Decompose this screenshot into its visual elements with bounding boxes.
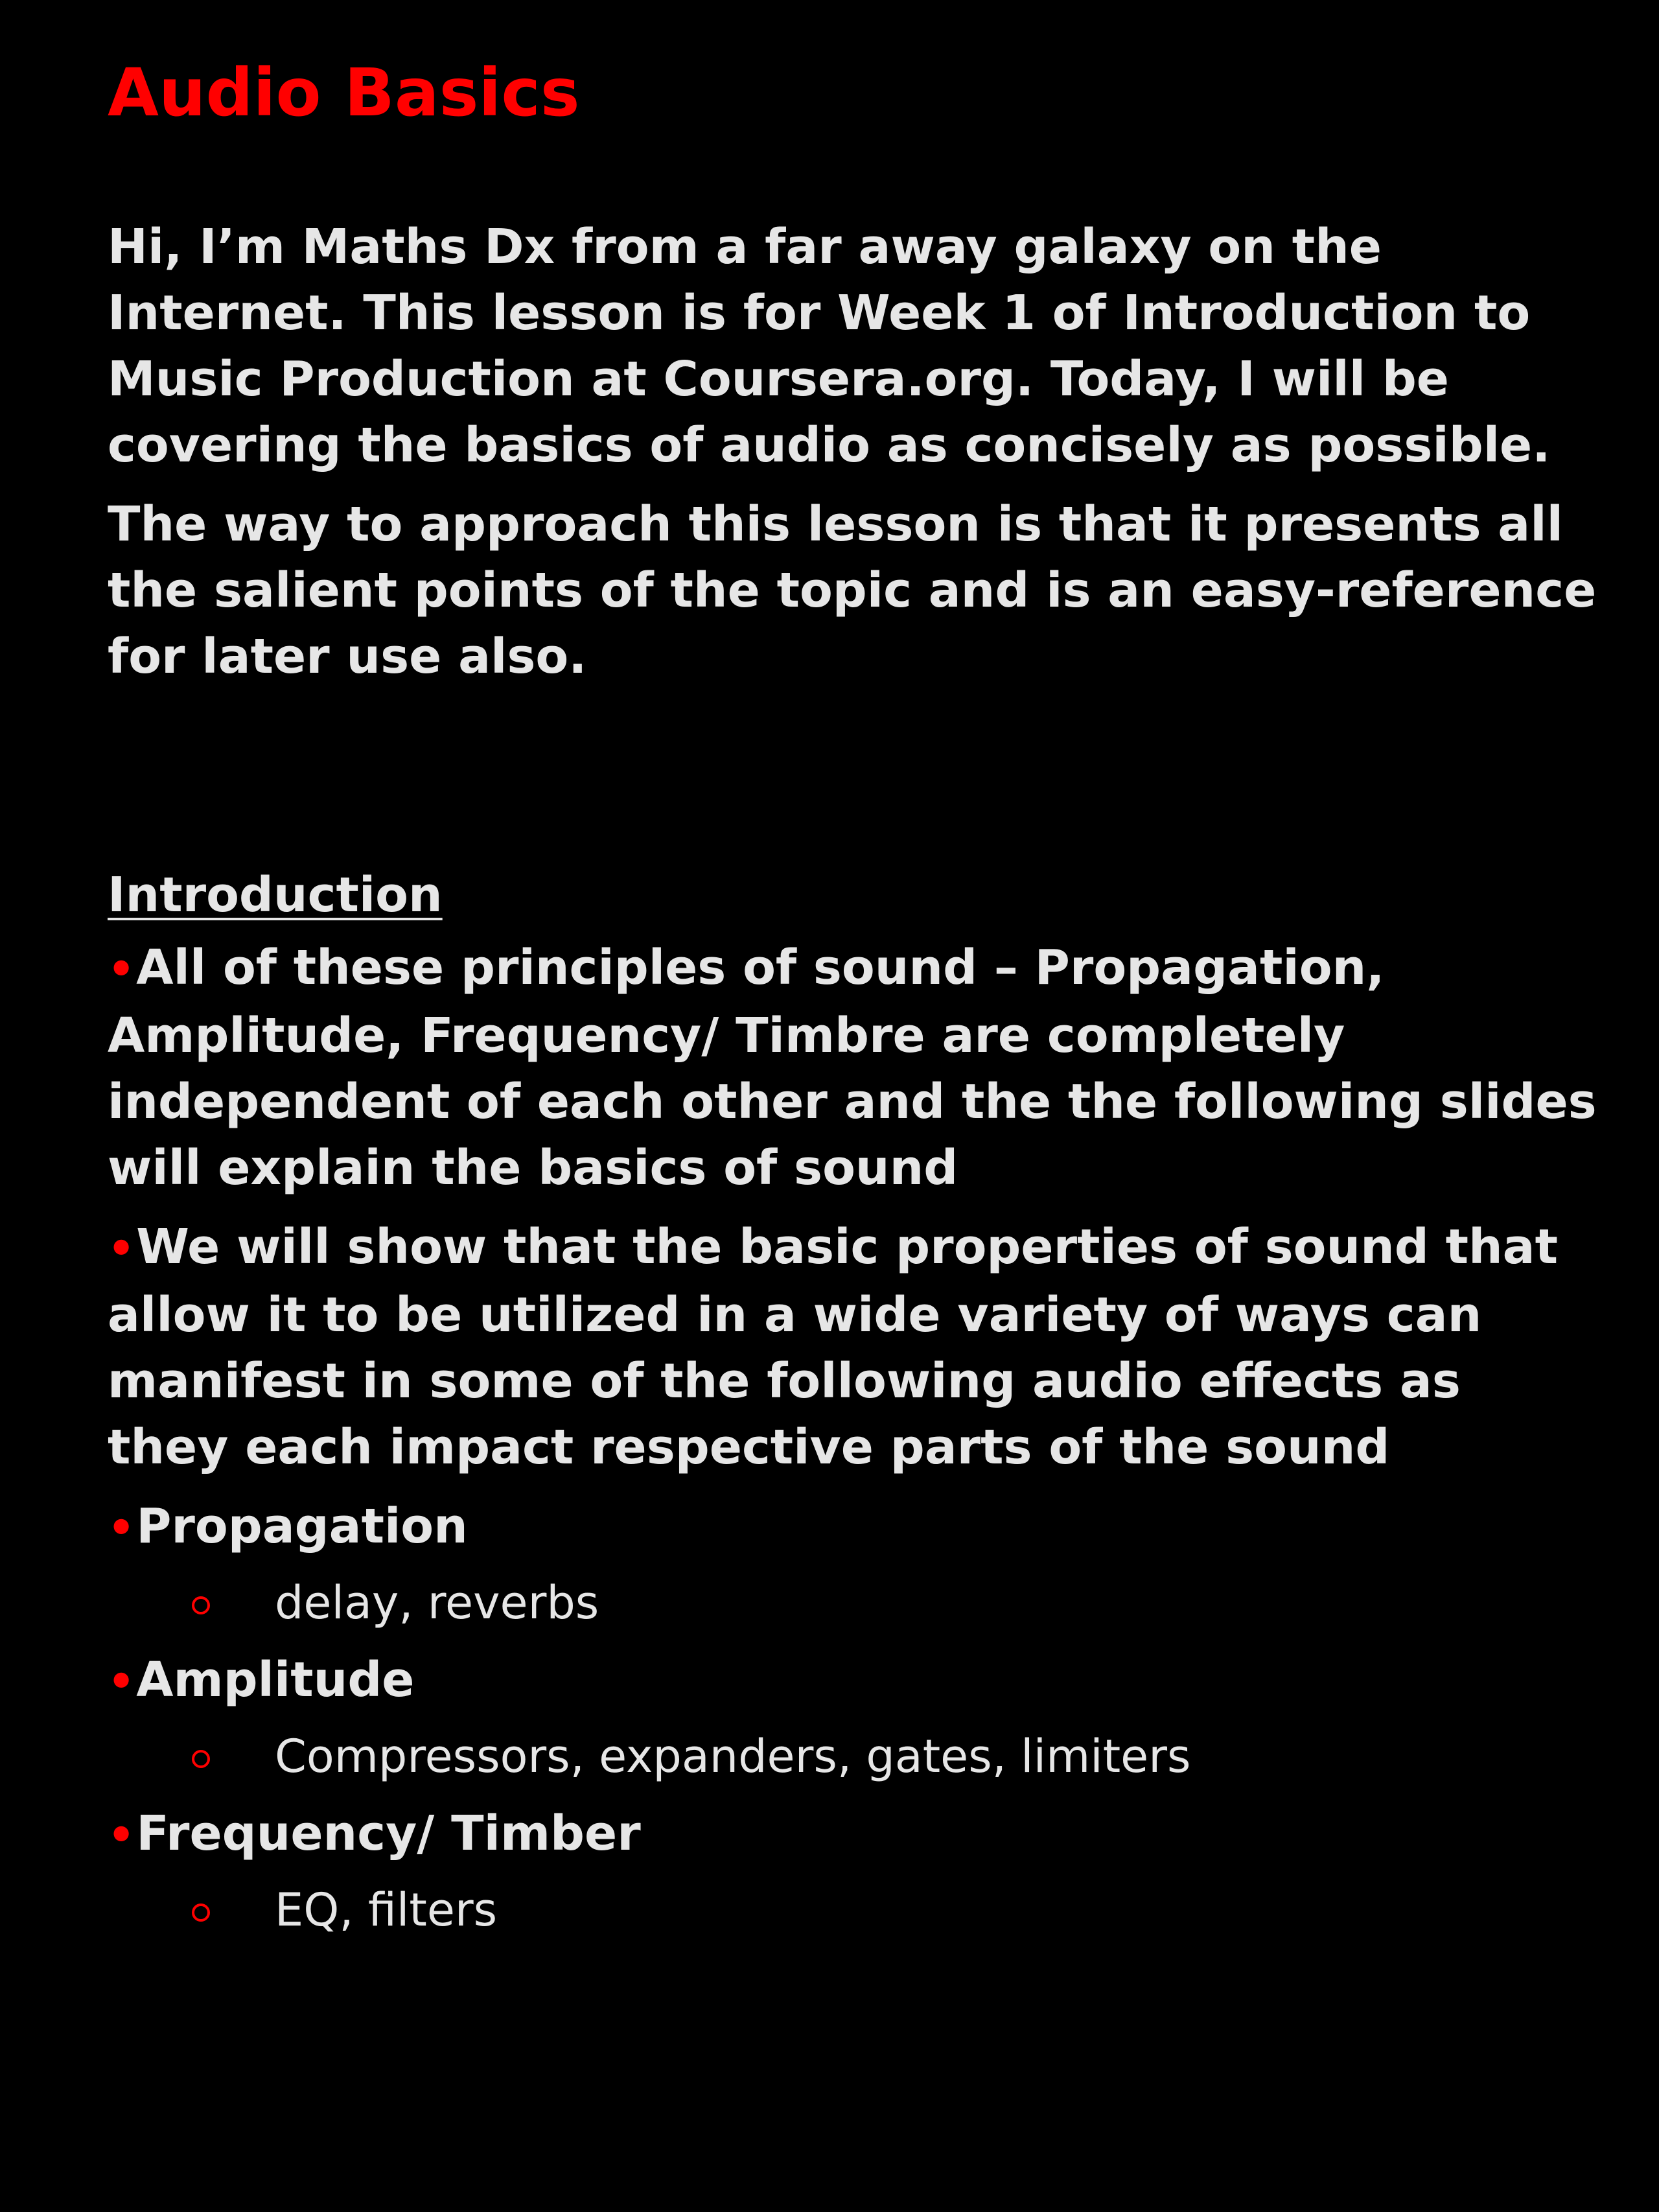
- property-propagation: [108, 1493, 1598, 1561]
- property-label: Amplitude: [136, 1652, 415, 1708]
- property-label: Propagation: [136, 1498, 468, 1554]
- sub-item-text: EQ, filters: [275, 1883, 498, 1937]
- sub-item-text: delay, reverbs: [275, 1576, 599, 1629]
- sub-item-text: Compressors, expanders, gates, limiters: [275, 1730, 1191, 1783]
- section-heading: Introduction: [108, 867, 443, 923]
- bullet-dot-icon: •: [108, 944, 135, 994]
- circle-bullet-icon: [192, 1903, 210, 1922]
- bullet-dot-icon: •: [108, 1224, 135, 1274]
- intro-paragraph-greeting: Hi, I’m Maths Dx from a far away galaxy on the Internet. This lesson is for Week 1 of Introduction to Music Production at Coursera.org. Today, I will be covering the basics of audio as concisely as possible.: [108, 219, 1551, 473]
- bullet-principles: [108, 935, 1598, 1201]
- circle-bullet-icon: [192, 1596, 210, 1614]
- property-label: Frequency/ Timber: [136, 1806, 641, 1861]
- intro-block: [108, 214, 1598, 703]
- introduction-section: [108, 862, 1598, 1954]
- page-title: Audio Basics: [108, 54, 580, 132]
- property-amplitude: [108, 1647, 1598, 1715]
- property-frequency-timber: [108, 1800, 1598, 1869]
- bullet-text: All of these principles of sound – Propagation, Amplitude, Frequency/ Timbre are completely independent of each other and the the following slides will explain the basics of sound: [108, 940, 1597, 1196]
- bullet-dot-icon: •: [108, 1503, 135, 1553]
- bullet-properties: [108, 1214, 1598, 1480]
- bullet-text: We will show that the basic properties of sound that allow it to be utilized in a wide variety of ways can manifest in some of the following audio effects as they each impact respective parts of the sound: [108, 1219, 1558, 1475]
- circle-bullet-icon: [192, 1750, 210, 1768]
- sub-item-propagation-effects: [108, 1570, 1598, 1635]
- intro-paragraph-approach: The way to approach this lesson is that it presents all the salient points of the topic and is an easy-reference for later use also.: [108, 496, 1597, 684]
- bullet-dot-icon: •: [108, 1810, 135, 1860]
- sub-item-amplitude-effects: [108, 1724, 1598, 1789]
- sub-item-frequency-effects: [108, 1878, 1598, 1942]
- bullet-dot-icon: •: [108, 1657, 135, 1706]
